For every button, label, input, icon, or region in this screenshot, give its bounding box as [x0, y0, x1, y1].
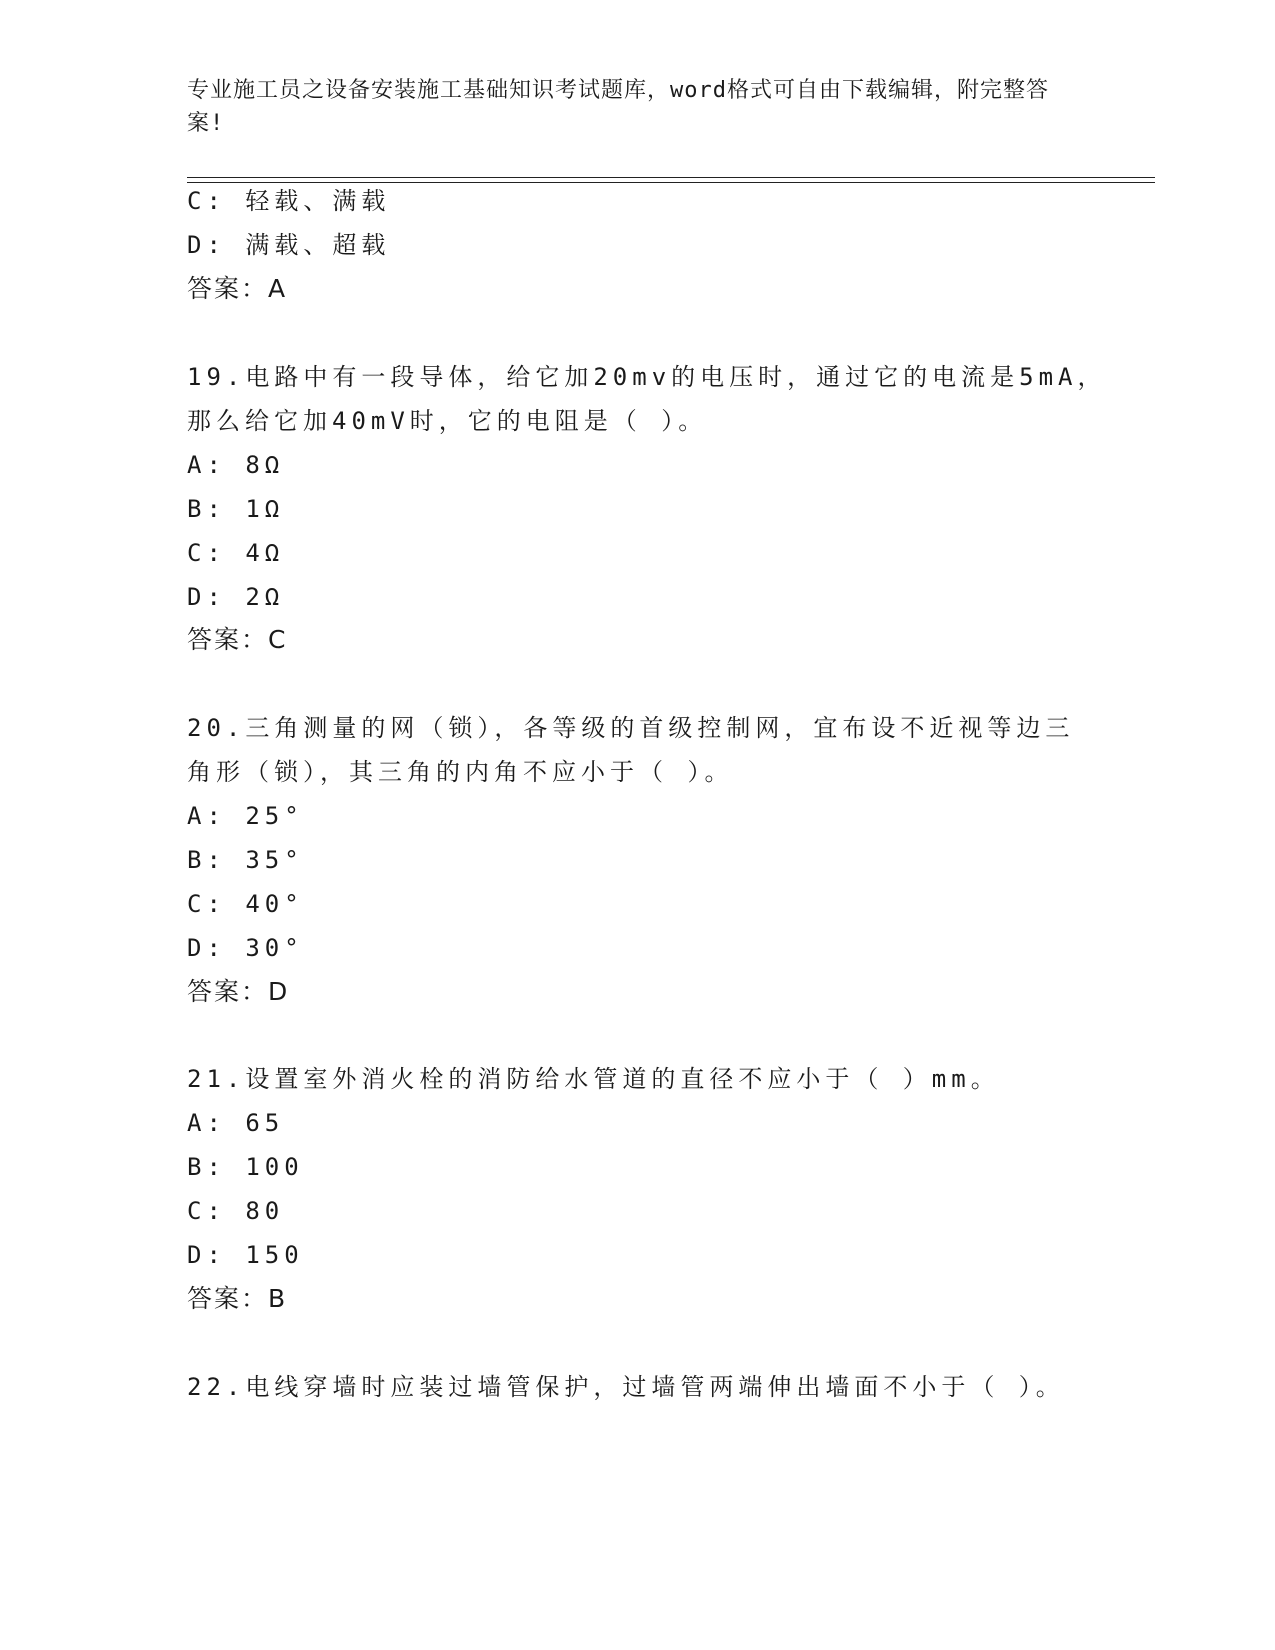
- question-19-answer: 答案：C: [187, 625, 288, 654]
- question-19-option-b: B: 1Ω: [187, 495, 285, 523]
- question-20-text-line-2: 角形（锁），其三角的内角不应小于（ ）。: [187, 758, 734, 786]
- document-header: 专业施工员之设备安装施工基础知识考试题库，word格式可自由下载编辑，附完整答案!: [187, 78, 1049, 136]
- question-19-text-line-1: 19.电路中有一段导体，给它加20mv的电压时，通过它的电流是5mA，: [187, 363, 1107, 391]
- question-19-option-a: A: 8Ω: [187, 451, 285, 479]
- question-20-option-d: D: 30°: [187, 934, 304, 962]
- question-19-option-c: C: 4Ω: [187, 539, 285, 567]
- question-20-text-line-1: 20.三角测量的网（锁），各等级的首级控制网，宜布设不近视等边三: [187, 714, 1075, 742]
- option-c: C: 轻载、满载: [187, 187, 391, 215]
- question-21-text-line-1: 21.设置室外消火栓的消防给水管道的直径不应小于（ ）mm。: [187, 1065, 1000, 1093]
- header-divider: [187, 177, 1155, 178]
- question-21-option-d: D: 150: [187, 1241, 304, 1269]
- question-21-option-c: C: 80: [187, 1197, 285, 1225]
- question-19-option-d: D: 2Ω: [187, 583, 285, 611]
- question-20-option-a: A: 25°: [187, 802, 304, 830]
- question-21-option-a: A: 65: [187, 1109, 285, 1137]
- answer-line: 答案：A: [187, 274, 288, 303]
- question-22-text-line-1: 22.电线穿墙时应装过墙管保护，过墙管两端伸出墙面不小于（ ）。: [187, 1373, 1065, 1401]
- question-21-answer: 答案：B: [187, 1284, 288, 1313]
- header-divider-second: [187, 182, 1155, 183]
- question-20-answer: 答案：D: [187, 977, 290, 1006]
- option-d: D: 满载、超载: [187, 231, 391, 259]
- question-21-option-b: B: 100: [187, 1153, 304, 1181]
- question-20-option-c: C: 40°: [187, 890, 304, 918]
- question-19-text-line-2: 那么给它加40mV时，它的电阻是（ ）。: [187, 407, 708, 435]
- question-20-option-b: B: 35°: [187, 846, 304, 874]
